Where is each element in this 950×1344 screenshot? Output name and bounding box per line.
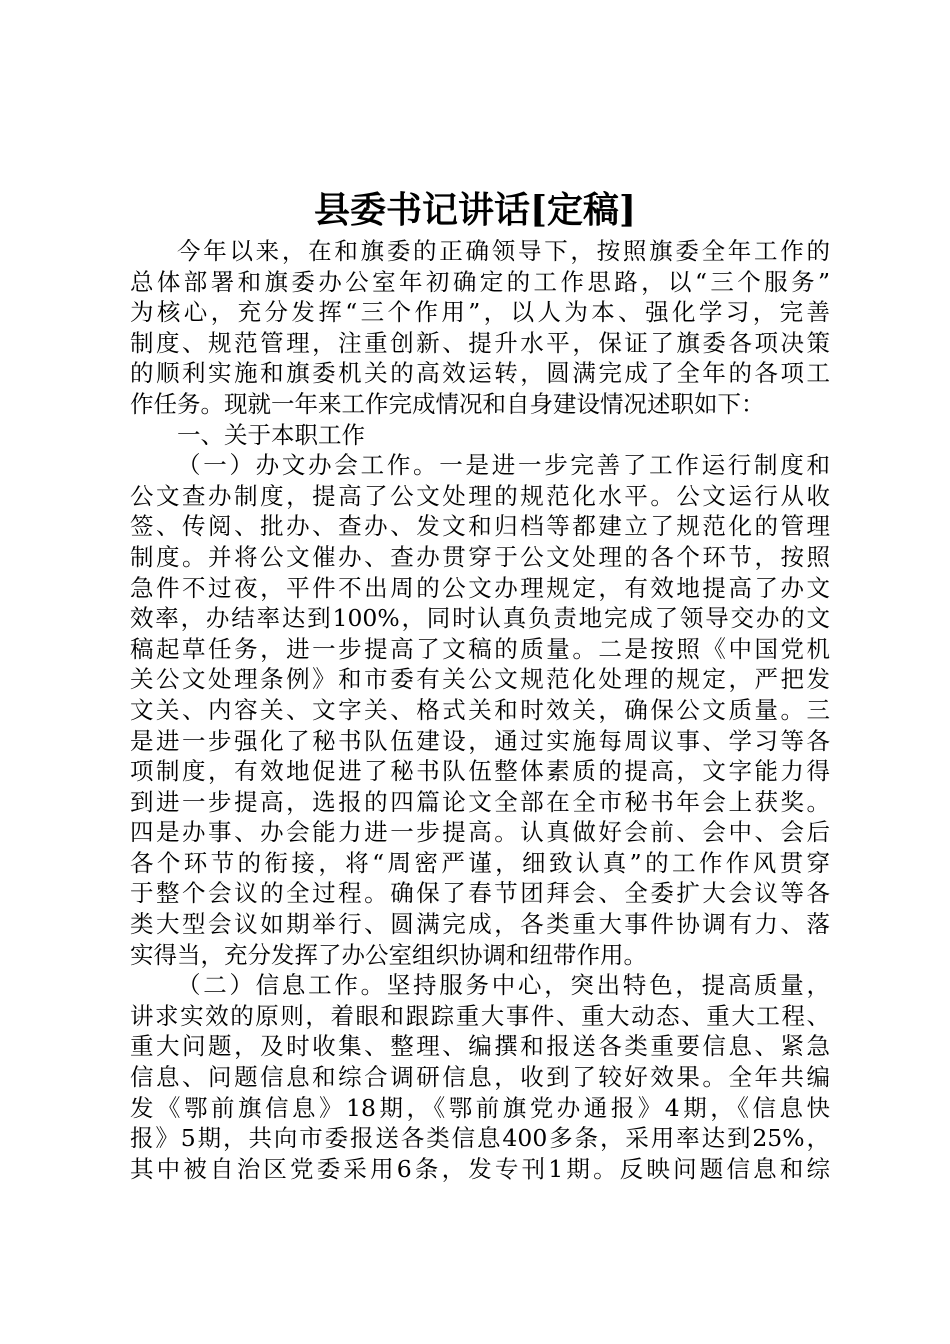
- text-line: 制度。并将公文催办、查办贯穿于公文处理的各个环节，按照: [130, 542, 830, 571]
- text-line: 于整个会议的全过程。确保了春节团拜会、全委扩大会议等各: [130, 879, 830, 908]
- text-line: 关公文处理条例》和市委有关公文规范化处理的规定，严把发: [130, 665, 830, 694]
- text-line: 稿起草任务，进一步提高了文稿的质量。二是按照《中国党机: [130, 634, 830, 663]
- text-line: 一、关于本职工作: [177, 420, 365, 449]
- text-line: 发《鄂前旗信息》18期，《鄂前旗党办通报》4期，《信息快: [130, 1093, 830, 1122]
- text-line: 讲求实效的原则，着眼和跟踪重大事件、重大动态、重大工程、: [130, 1001, 830, 1030]
- text-line: 类大型会议如期举行、圆满完成，各类重大事件协调有力、落: [130, 910, 830, 939]
- text-line: （二）信息工作。坚持服务中心，突出特色，提高质量，: [177, 971, 830, 1000]
- text-line: 急件不过夜，平件不出周的公文办理规定，有效地提高了办文: [130, 573, 830, 602]
- text-line: 其中被自治区党委采用6条，发专刊1期。反映问题信息和综: [130, 1154, 830, 1183]
- text-line: 文关、内容关、文字关、格式关和时效关，确保公文质量。三: [130, 695, 830, 724]
- text-line: 为核心，充分发挥“三个作用”，以人为本、强化学习，完善: [130, 298, 830, 327]
- text-line: 公文查办制度，提高了公文处理的规范化水平。公文运行从收: [130, 481, 830, 510]
- text-line: 制度、规范管理，注重创新、提升水平，保证了旗委各项决策: [130, 328, 830, 357]
- text-line: 项制度，有效地促进了秘书队伍整体素质的提高，文字能力得: [130, 757, 830, 786]
- text-line: 报》5期，共向市委报送各类信息400多条，采用率达到25%，: [130, 1124, 830, 1153]
- text-line: （一）办文办会工作。一是进一步完善了工作运行制度和: [177, 451, 830, 480]
- text-line: 实得当，充分发挥了办公室组织协调和纽带作用。: [130, 940, 647, 969]
- text-line: 是进一步强化了秘书队伍建设，通过实施每周议事、学习等各: [130, 726, 830, 755]
- document-title: 县委书记讲话[定稿]: [313, 189, 637, 231]
- text-line: 信息、问题信息和综合调研信息，收到了较好效果。全年共编: [130, 1063, 830, 1092]
- text-line: 作任务。现就一年来工作完成情况和自身建设情况述职如下：: [130, 389, 765, 418]
- document-body: [130, 236, 830, 1184]
- text-line: 总体部署和旗委办公室年初确定的工作思路，以“三个服务”: [130, 267, 830, 296]
- text-line: 的顺利实施和旗委机关的高效运转，圆满完成了全年的各项工: [130, 359, 830, 388]
- text-line: 四是办事、办会能力进一步提高。认真做好会前、会中、会后: [130, 818, 830, 847]
- text-line: 今年以来，在和旗委的正确领导下，按照旗委全年工作的: [177, 237, 830, 265]
- text-line: 效率，办结率达到100%，同时认真负责地完成了领导交办的文: [130, 604, 830, 633]
- text-line: 到进一步提高，选报的四篇论文全部在全市秘书年会上获奖。: [130, 787, 830, 816]
- text-line: 重大问题，及时收集、整理、编撰和报送各类重要信息、紧急: [130, 1032, 830, 1061]
- text-line: 各个环节的衔接，将“周密严谨，细致认真”的工作作风贯穿: [130, 848, 830, 877]
- text-line: 签、传阅、批办、查办、发文和归档等都建立了规范化的管理: [130, 512, 830, 541]
